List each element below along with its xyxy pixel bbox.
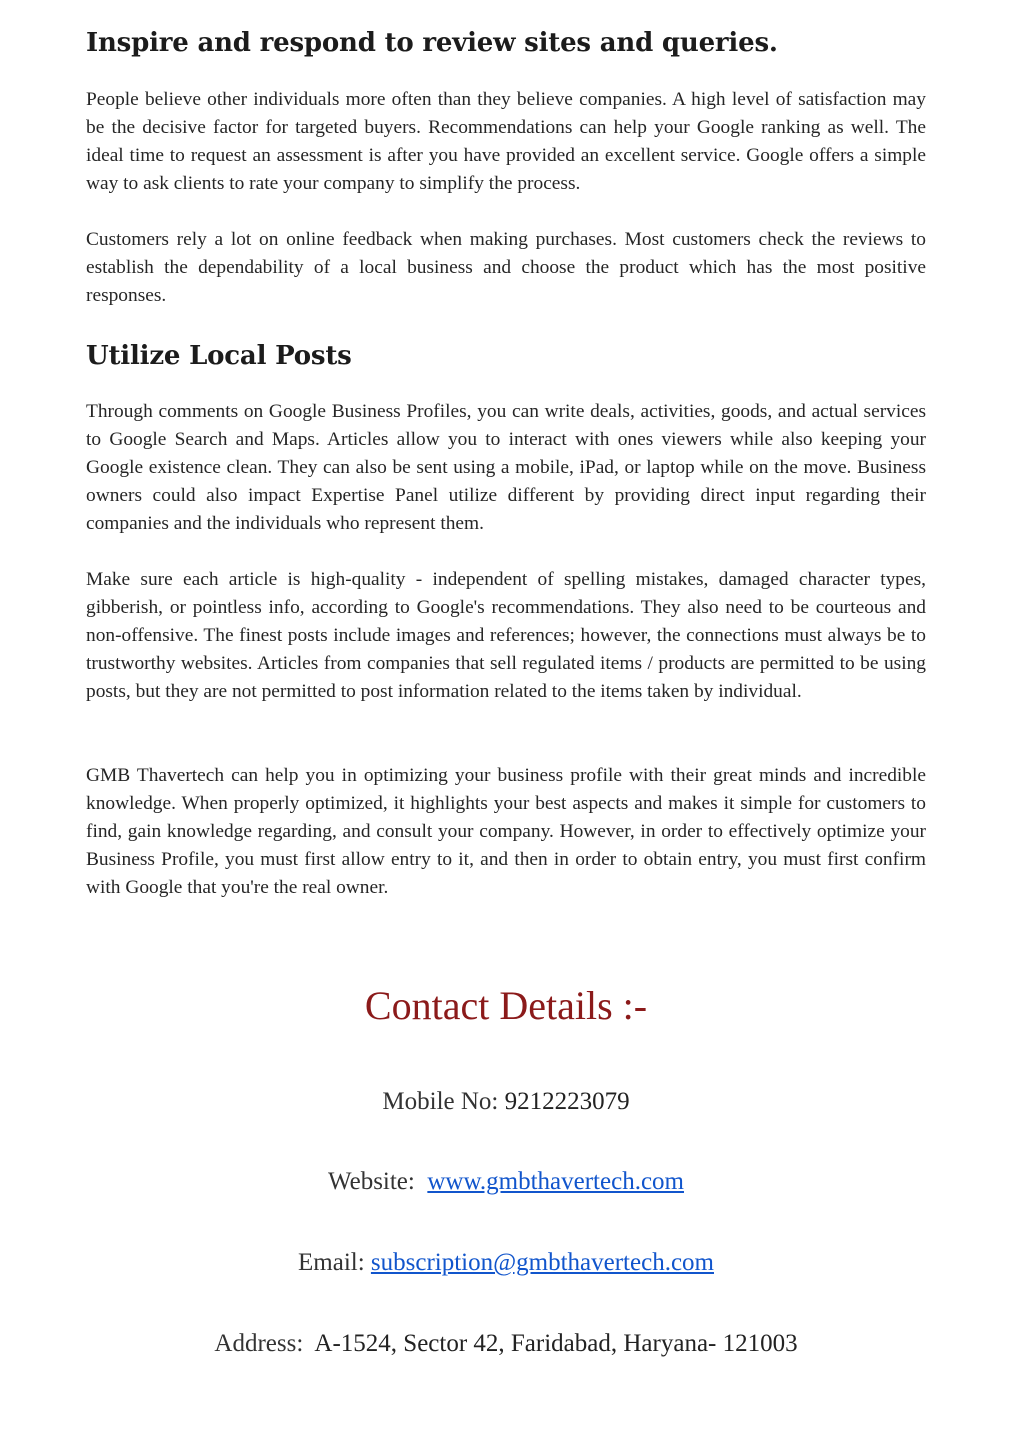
- contact-address: [0, 1327, 1012, 1361]
- section-heading-local-posts: Utilize Local Posts: [86, 341, 352, 371]
- paragraph: Customers rely a lot on online feedback when making purchases. Most customers check the reviews to establish the dependability of a local business and choose the product which has the most positive responses.: [86, 229, 926, 306]
- section-heading-reviews: Inspire and respond to review sites and queries.: [86, 28, 778, 58]
- email-label: Email:: [298, 1249, 365, 1276]
- website-label: Website:: [328, 1168, 415, 1195]
- contact-email: [0, 1246, 1012, 1280]
- website-link[interactable]: www.gmbthavertech.com: [427, 1168, 684, 1195]
- address-value: A-1524, Sector 42, Faridabad, Haryana- 121003: [314, 1330, 798, 1357]
- paragraph: Through comments on Google Business Profiles, you can write deals, activities, goods, and actual services to Google Search and Maps. Articles allow you to interact with ones viewers while also keeping your Google existence clean. They can also be sent using a mobile, iPad, or laptop while on the move. Business owners could also impact Expertise Panel utilize different by providing direct input regarding their companies and the individuals who represent them.: [86, 401, 926, 534]
- mobile-label: Mobile No:: [382, 1088, 499, 1115]
- paragraph: GMB Thavertech can help you in optimizing your business profile with their great minds and incredible knowledge. When properly optimized, it highlights your best aspects and makes it simple for customers to find, gain knowledge regarding, and consult your company. However, in order to effectively optimize your Business Profile, you must first allow entry to it, and then in order to obtain entry, you must first confirm with Google that you're the real owner.: [86, 765, 926, 898]
- contact-mobile: [0, 1085, 1012, 1119]
- email-link[interactable]: subscription@gmbthavertech.com: [370, 1249, 714, 1276]
- paragraph: Make sure each article is high-quality - independent of spelling mistakes, damaged character types, gibberish, or pointless info, according to Google's recommendations. They also need to be courteous and non-offensive. The finest posts include images and references; however, the connections must always be to trustworthy websites. Articles from companies that sell regulated items / products are permitted to be using posts, but they are not permitted to post information related to the items taken by individual.: [86, 569, 926, 702]
- address-label: Address:: [214, 1330, 304, 1357]
- paragraph: People believe other individuals more often than they believe companies. A high level of satisfaction may be the decisive factor for targeted buyers. Recommendations can help your Google ranking as well. The ideal time to request an assessment is after you have provided an excellent service. Google offers a simple way to ask clients to rate your company to simplify the process.: [86, 89, 926, 194]
- mobile-value: 9212223079: [504, 1088, 630, 1115]
- contact-website: [0, 1165, 1012, 1199]
- contact-details-title: Contact Details :-: [364, 983, 648, 1028]
